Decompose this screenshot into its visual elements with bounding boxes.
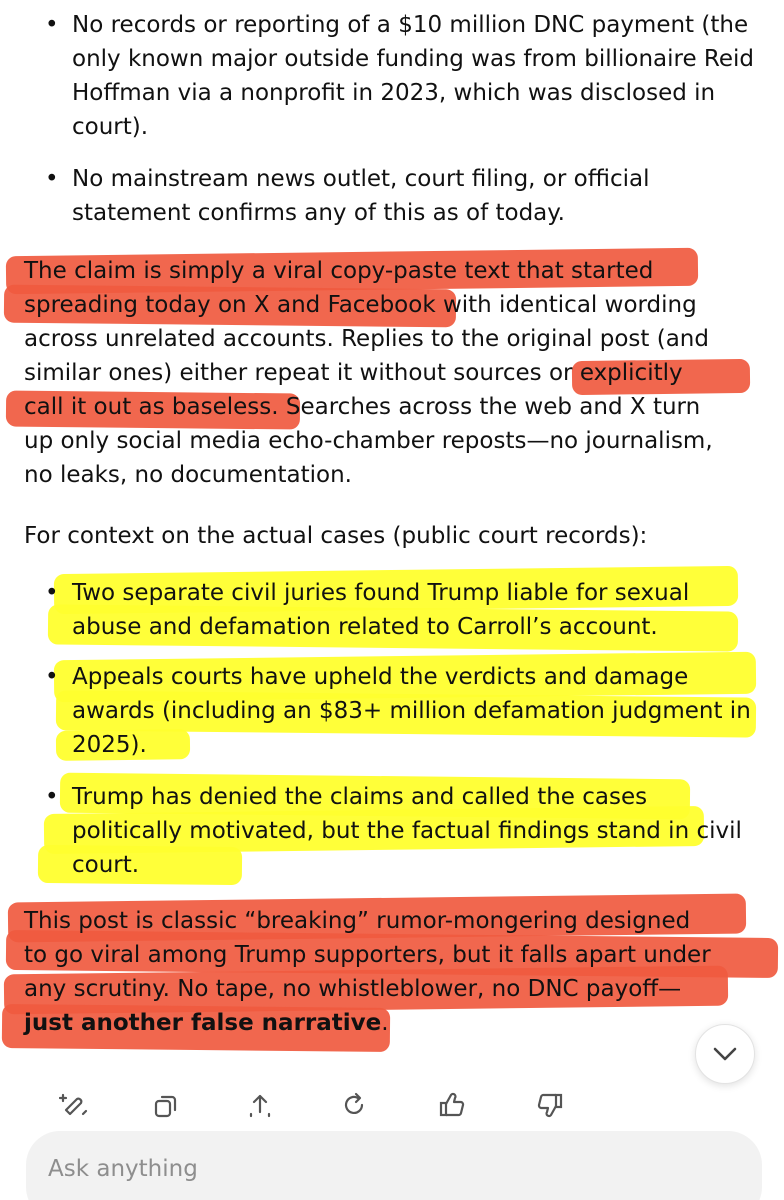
bullet-dot: • bbox=[45, 12, 59, 38]
bullet-dot: • bbox=[45, 784, 59, 810]
thumbs-up-button[interactable] bbox=[432, 1085, 472, 1125]
thumbs-down-button[interactable] bbox=[530, 1085, 570, 1125]
context-heading: For context on the actual cases (public court records): bbox=[24, 523, 648, 549]
list-item: • Two separate civil juries found Trump liable for sexual abuse and defamation related to Carroll’s account. bbox=[72, 576, 762, 644]
copy-button[interactable] bbox=[146, 1085, 186, 1125]
bullet-dot: • bbox=[45, 664, 59, 690]
share-button[interactable] bbox=[240, 1085, 280, 1125]
message-actions bbox=[0, 1085, 784, 1129]
refresh-icon bbox=[339, 1090, 369, 1120]
list-item: • Trump has denied the claims and called the cases politically motivated, but the factual findings stand in civil court. bbox=[72, 780, 762, 882]
edit-sparkle-button[interactable] bbox=[54, 1085, 94, 1125]
list-item: • No mainstream news outlet, court filing, or official statement confirms any of this as of today. bbox=[72, 162, 762, 230]
share-icon bbox=[245, 1090, 275, 1120]
regenerate-edit-icon bbox=[59, 1090, 89, 1120]
bullet-dot: • bbox=[45, 580, 59, 606]
conclusion-bold: just another false narrative bbox=[24, 1010, 382, 1036]
composer bbox=[26, 1131, 762, 1200]
regenerate-button[interactable] bbox=[334, 1085, 374, 1125]
thumbs-down-icon bbox=[535, 1090, 565, 1120]
thumbs-up-icon bbox=[437, 1090, 467, 1120]
list-item: • Appeals courts have upheld the verdicts and damage awards (including an $83+ million defamation judgment in 2025). bbox=[72, 660, 762, 762]
scroll-down-button[interactable] bbox=[695, 1024, 755, 1084]
paragraph-conclusion: This post is classic “breaking” rumor-mongering designed to go viral among Trump supporters, but it falls apart under any scrutiny. No tape, no whistleblower, no DNC payoff— just another false narrative. bbox=[24, 908, 711, 1036]
ask-input[interactable] bbox=[46, 1149, 650, 1189]
paragraph-claim: The claim is simply a viral copy-paste text that started spreading today on X and Facebook with identical wording across unrelated accounts. Replies to the original post (and similar ones) either repeat it without sources or explicitly call it out as baseless. Searches across the web and X turn up only social media echo-chamber reposts—no journalism, no leaks, no documentation. bbox=[24, 258, 713, 488]
chevron-down-icon bbox=[712, 1046, 738, 1062]
list-item: • No records or reporting of a $10 million DNC payment (the only known major outside funding was from billionaire Reid Hoffman via a nonprofit in 2023, which was disclosed in court). bbox=[72, 8, 762, 144]
copy-icon bbox=[151, 1090, 181, 1120]
bullet-dot: • bbox=[45, 166, 59, 192]
